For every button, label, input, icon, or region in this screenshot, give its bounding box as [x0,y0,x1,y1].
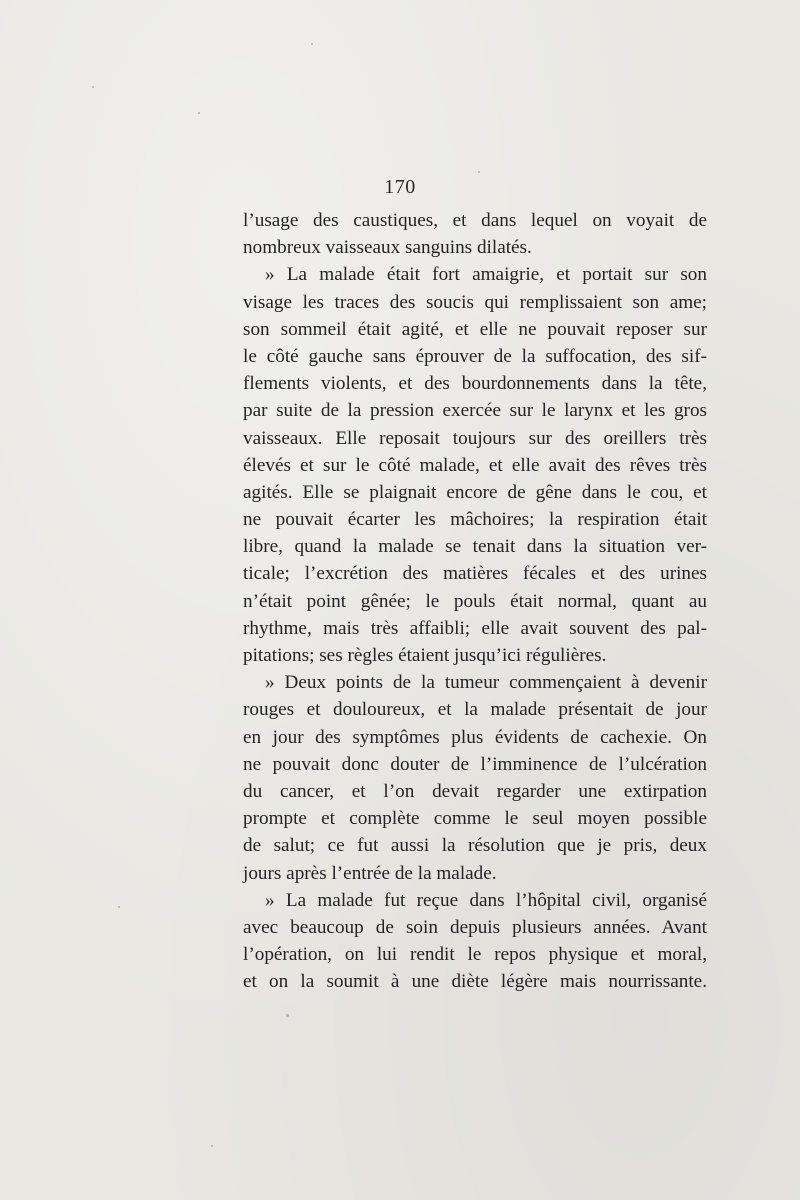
text-line: visage les traces des soucis qui remplissaient son ame; [243,291,707,313]
paper-speck [311,43,313,45]
text-line: l’usage des caustiques, et dans lequel on voyait de [243,210,707,231]
text-line: jours après l’entrée de la malade. [243,862,497,884]
text-line: ticale; l’excrétion des matières fécales et des urines [243,563,707,585]
text-line: » Deux points de la tumeur commençaient à devenir [265,672,707,694]
text-line: élevés et sur le côté malade, et elle avait des rêves très [243,454,707,476]
text-line: prompte et complète comme le seul moyen possible [243,808,707,830]
paper-speck [92,86,94,88]
text-line: rouges et douloureux, et la malade présentait de jour [243,699,707,721]
body-text [243,207,707,995]
text-line: agités. Elle se plaignait encore de gêne dans le cou, et [243,481,707,503]
text-line: ne pouvait écarter les mâchoires; la respiration était [243,509,707,531]
paper-speck [286,1014,289,1017]
text-line: nombreux vaisseaux sanguins dilatés. [243,237,532,259]
text-line: libre, quand la malade se tenait dans la situation ver- [243,536,707,558]
text-line: vaisseaux. Elle reposait toujours sur des oreillers très [243,427,707,449]
text-line: l’opération, on lui rendit le repos physique et moral, [243,944,707,966]
text-line: le côté gauche sans éprouver de la suffocation, des sif- [243,345,707,367]
text-line: flements violents, et des bourdonnements dans la tête, [243,373,707,395]
text-line: pitations; ses règles étaient jusqu’ici régulières. [243,645,607,666]
text-line: » La malade fut reçue dans l’hôpital civil, organisé [265,889,707,911]
text-line: rhythme, mais très affaibli; elle avait souvent des pal- [243,617,707,639]
text-line: par suite de la pression exercée sur le larynx et les gros [243,400,707,422]
paper-speck [478,171,480,173]
paper-speck [198,112,200,114]
text-line: et on la soumit à une diète légère mais nourrissante. [243,971,707,993]
paper-speck [211,1145,213,1147]
paper-speck [118,906,120,908]
text-line: avec beaucoup de soin depuis plusieurs années. Avant [243,916,707,938]
text-line: n’était point gênée; le pouls était normal, quant au [243,590,707,612]
page-number: 170 [384,176,416,198]
text-line: ne pouvait donc douter de l’imminence de l’ulcération [243,753,707,775]
text-line: en jour des symptômes plus évidents de cachexie. On [243,726,707,748]
text-line: » La malade était fort amaigrie, et portait sur son [265,264,707,286]
text-line: du cancer, et l’on devait regarder une extirpation [243,780,707,802]
text-line: son sommeil était agité, et elle ne pouvait reposer sur [243,318,707,340]
text-line: de salut; ce fut aussi la résolution que je pris, deux [243,835,707,857]
